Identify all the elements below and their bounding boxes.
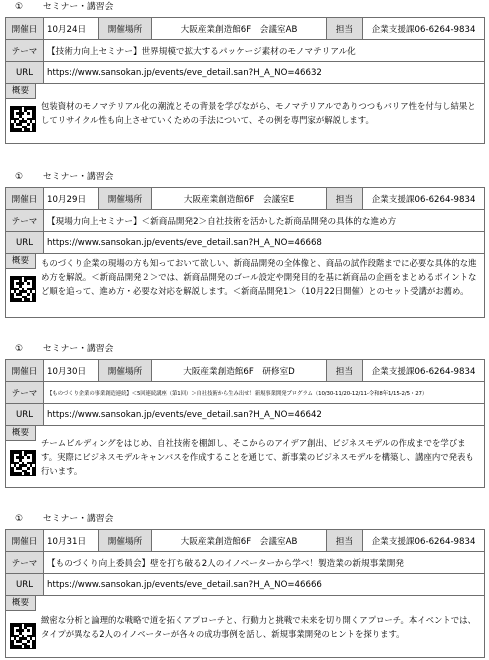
seminar-heading: [5, 0, 113, 14]
venue-label: 開催場所: [99, 360, 152, 382]
summary-text: ものづくり企業の現場の方も知っておいて欲しい、新商品開発の全体像と、商品の試作段階までに必要な具体的な進め方を解説。＜新商品開発２＞では、新商品開発のゴール設定や開発目的を基に新商品の企画をまとめるポイントなど順を追って、進め方・必要な対応を解説します。＜新商品開発1＞（10月22日開催）とのセット受講がお薦め。: [41, 258, 477, 296]
url-link[interactable]: https://www.sansokan.jp/events/eve_detail.san?H_A_NO=46668: [44, 232, 485, 254]
seminar-category: セミナー・講習会: [43, 344, 114, 354]
venue-value: 大阪産業創造館6F 会議室E: [152, 188, 327, 210]
url-link[interactable]: https://www.sansokan.jp/events/eve_detail.san?H_A_NO=46666: [44, 574, 485, 596]
date-label: 開催日: [6, 18, 44, 40]
venue-value: 大阪産業創造館6F 会議室AB: [152, 530, 327, 552]
contact-value: 企業支援課06-6264-9834: [363, 360, 485, 382]
summary-cell: [6, 596, 485, 658]
date-label: 開催日: [6, 530, 44, 552]
summary-cell: [6, 426, 485, 488]
contact-value: 企業支援課06-6264-9834: [363, 18, 485, 40]
theme-value: 【ものづくり向上委員会】壁を打ち破る2人のイノベーターから学べ！製造業の新規事業開発: [44, 552, 485, 574]
date-value: 10月24日: [44, 18, 99, 40]
summary-label: 概要: [6, 426, 36, 441]
date-value: 10月31日: [44, 530, 99, 552]
summary-text: チームビルディングをはじめ、自社技術を棚卸し、そこからのアイデア創出、ビジネスモデルの作成までを学びます。実際にビジネスモデルキャンバスを作成することを通じて、新事業のビジネスモデルを構築し、講座内で発表も行います。: [41, 438, 474, 476]
summary-text: 包装資材のモノマテリアル化の潮流とその背景を学びながら、モノマテリアルでありつつもバリア性を付与し結果としてリサイクル性も向上させていくための手法について、その例を専門家が解説します。: [41, 101, 476, 125]
seminar-table: [5, 187, 485, 318]
url-label: URL: [6, 232, 44, 254]
date-label: 開催日: [6, 188, 44, 210]
seminar-heading: [5, 170, 113, 184]
contact-label: 担当: [327, 18, 363, 40]
theme-value: 【ものづくり企業の事業創造連続】＜5回連続講座（第1回）＞自社技術から生み出せ！新規事業開発プログラム（10/30-11/20-12/11-令和8年1/15-2/5・27）: [44, 382, 485, 404]
seminar-table: [5, 17, 485, 144]
theme-label: テーマ: [6, 552, 44, 574]
date-value: 10月30日: [44, 360, 99, 382]
seminar-table: [5, 529, 485, 658]
venue-label: 開催場所: [99, 530, 152, 552]
summary-label: 概要: [6, 254, 36, 269]
seminar-heading: [5, 512, 113, 526]
theme-value: 【技術力向上セミナー】世界規模で拡大するパッケージ素材のモノマテリアル化: [44, 40, 485, 62]
contact-label: 担当: [327, 188, 363, 210]
summary-label: 概要: [6, 596, 36, 611]
url-label: URL: [6, 404, 44, 426]
contact-label: 担当: [327, 360, 363, 382]
url-link[interactable]: https://www.sansokan.jp/events/eve_detail.san?H_A_NO=46632: [44, 62, 485, 84]
seminar-category: セミナー・講習会: [43, 2, 114, 12]
summary-cell: [6, 254, 485, 318]
theme-label: テーマ: [6, 210, 44, 232]
seminar-number: ①: [15, 344, 23, 354]
venue-label: 開催場所: [99, 18, 152, 40]
url-label: URL: [6, 574, 44, 596]
qr-code-icon[interactable]: [10, 450, 36, 476]
seminar-heading: [5, 342, 113, 356]
summary-label: 概要: [6, 84, 36, 99]
venue-value: 大阪産業創造館6F 会議室AB: [152, 18, 327, 40]
seminar-number: ①: [15, 514, 23, 524]
qr-code-icon[interactable]: [10, 623, 36, 649]
seminar-category: セミナー・講習会: [43, 514, 114, 524]
date-label: 開催日: [6, 360, 44, 382]
contact-label: 担当: [327, 530, 363, 552]
theme-label: テーマ: [6, 382, 44, 404]
contact-value: 企業支援課06-6264-9834: [363, 530, 485, 552]
summary-cell: [6, 84, 485, 144]
theme-value: 【現場力向上セミナー】＜新商品開発2＞自社技術を活かした新商品開発の具体的な進め方: [44, 210, 485, 232]
date-value: 10月29日: [44, 188, 99, 210]
venue-label: 開催場所: [99, 188, 152, 210]
venue-value: 大阪産業創造館6F 研修室D: [152, 360, 327, 382]
qr-code-icon[interactable]: [10, 106, 36, 132]
seminar-category: セミナー・講習会: [43, 172, 114, 182]
theme-label: テーマ: [6, 40, 44, 62]
url-link[interactable]: https://www.sansokan.jp/events/eve_detail.san?H_A_NO=46642: [44, 404, 485, 426]
url-label: URL: [6, 62, 44, 84]
contact-value: 企業支援課06-6264-9834: [363, 188, 485, 210]
qr-code-icon[interactable]: [10, 276, 36, 302]
seminar-number: ①: [15, 2, 23, 12]
seminar-number: ①: [15, 172, 23, 182]
summary-text: 緻密な分析と論理的な戦略で道を拓くアプローチと、行動力と挑戦で未来を切り開くアプローチ。本イベントでは、タイプが異なる2人のイノベーターが各々の成功事例を話し、新規事業開発のヒントを探ります。: [41, 615, 476, 639]
seminar-table: [5, 359, 485, 488]
